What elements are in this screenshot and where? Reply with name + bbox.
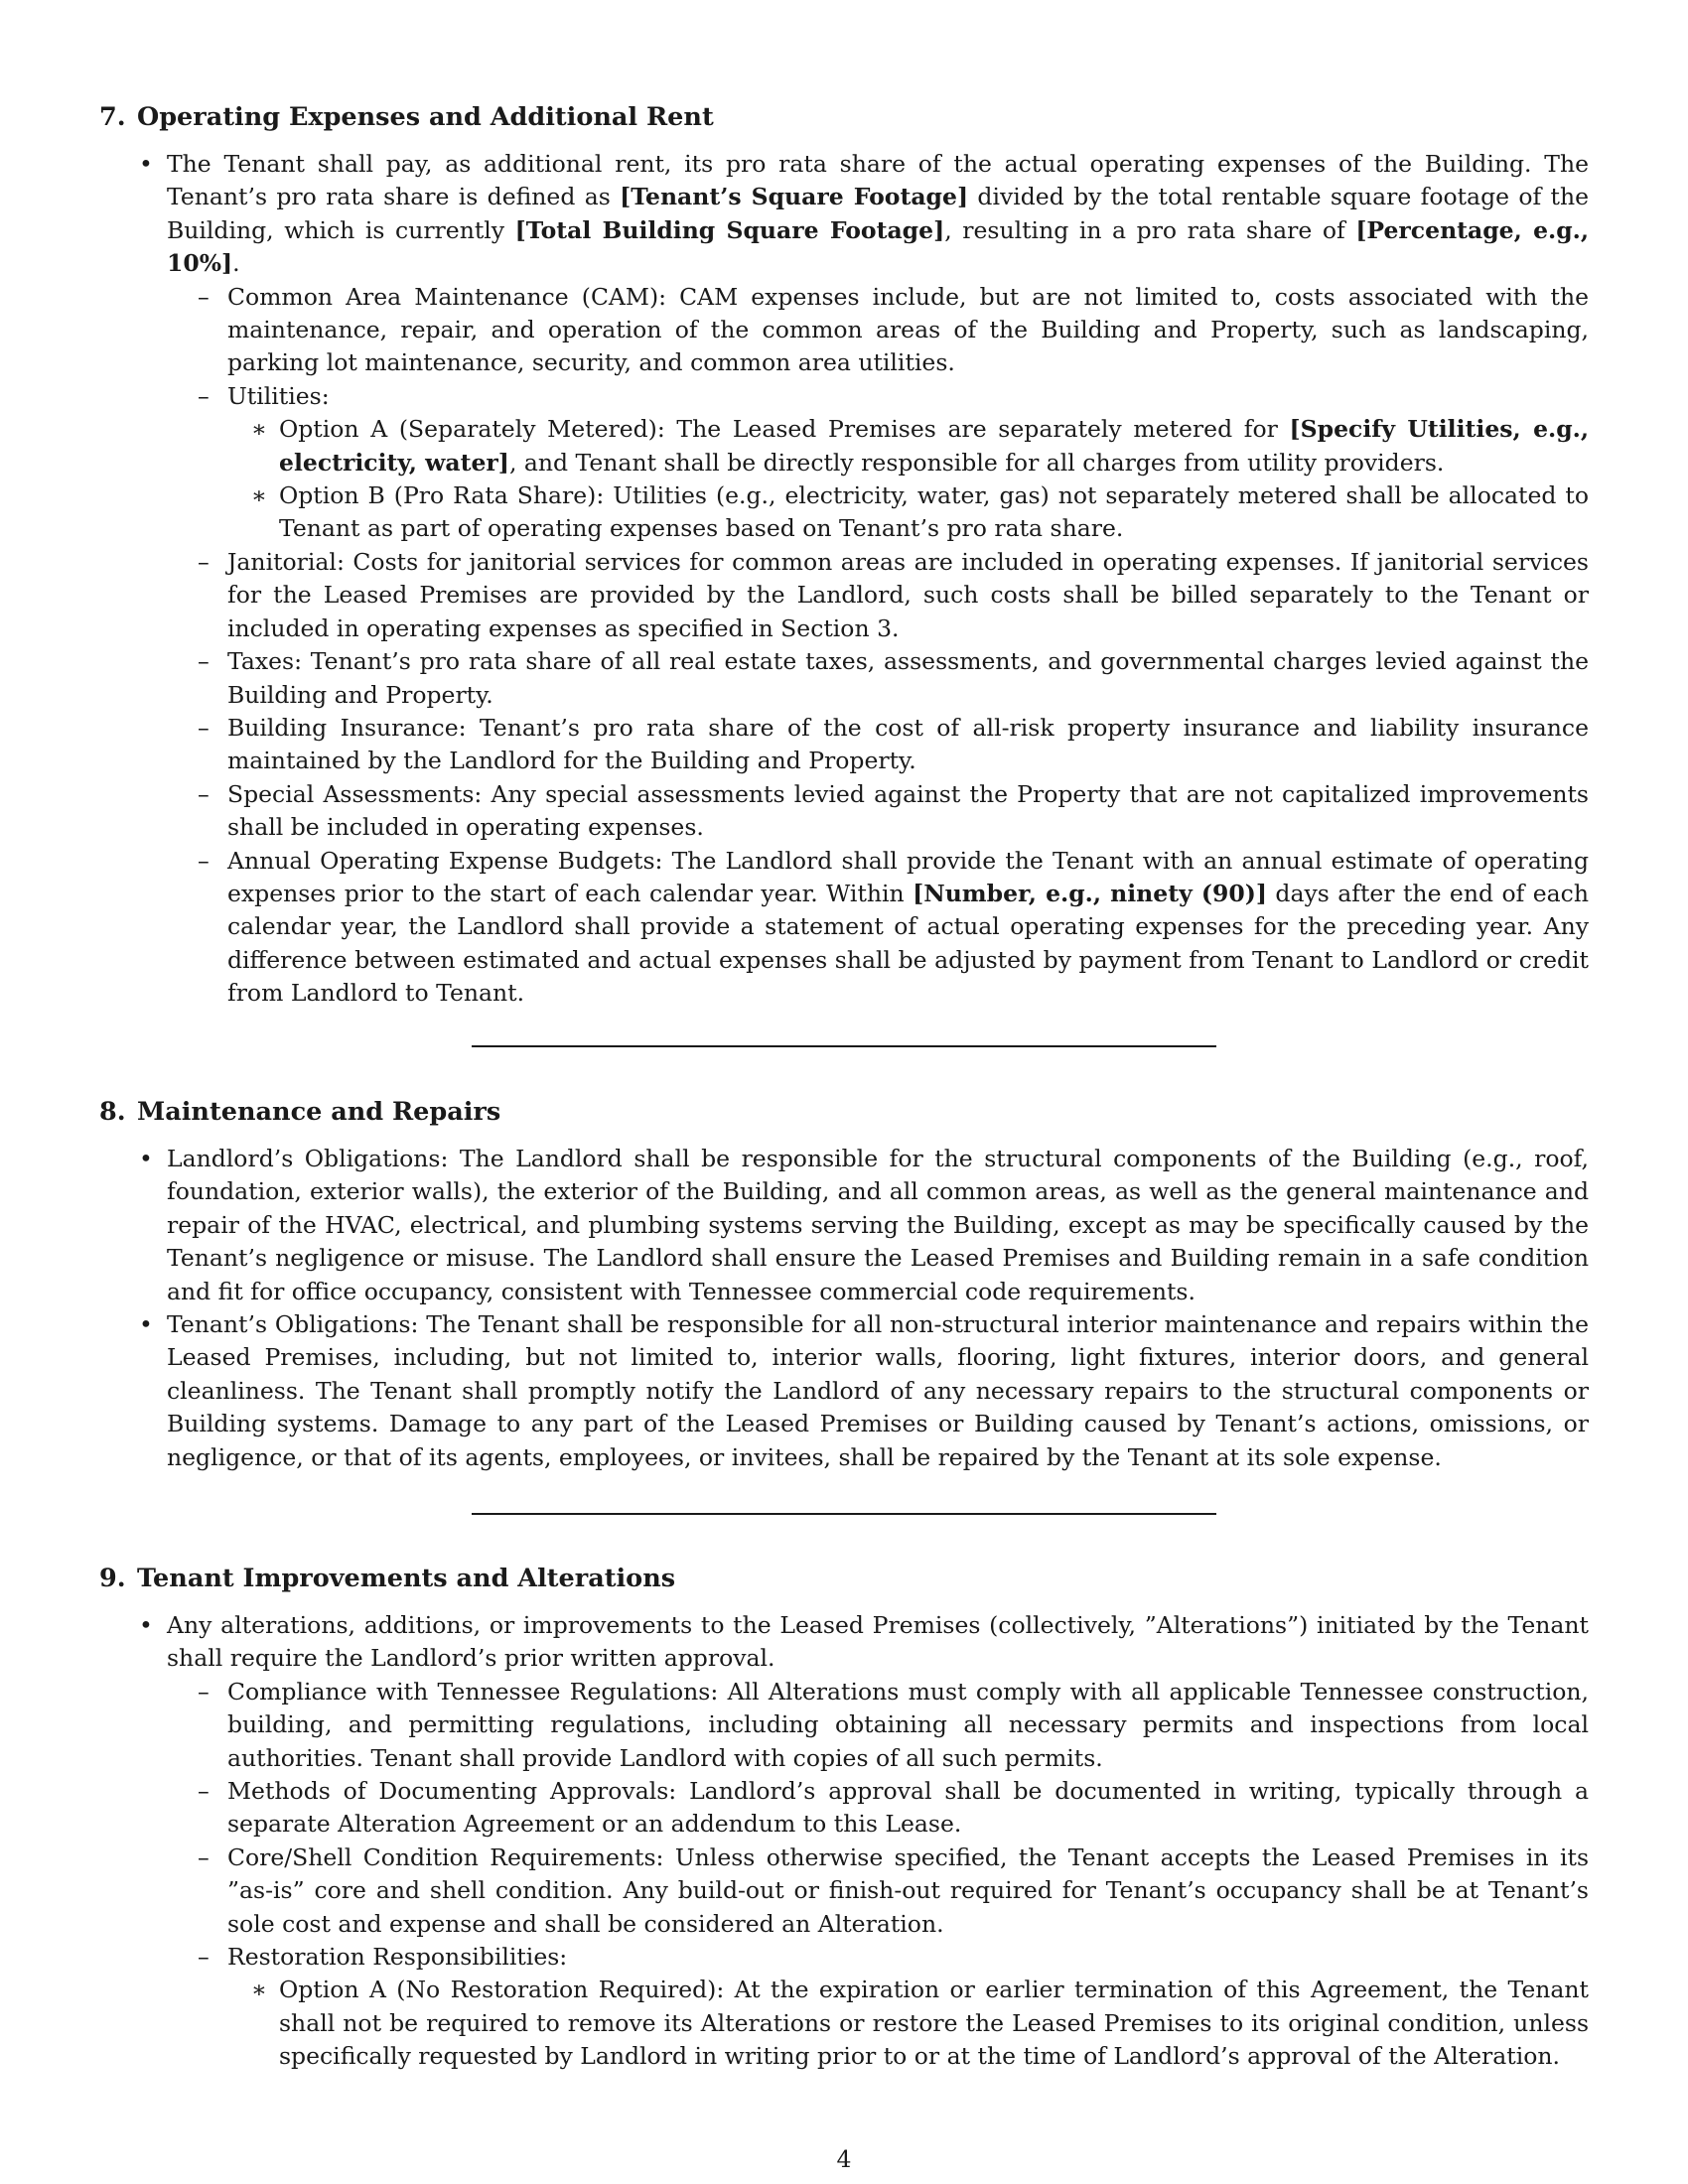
placeholder-field: [Number, e.g., ninety (90)] <box>913 879 1267 907</box>
placeholder-field: [Specify Utilities, e.g., electricity, water] <box>279 415 1589 477</box>
list-item-restoration: – Restoration Responsibilities: ∗ Option A (No Restoration Required): At the expiration or earlier termination of this Agreement, the Tenant shall not be required to remove its Alterations or restore the Leased Premises to its original condition, unless specifically requested by Landlord in writing prior to or at the time of Landlord’s approval of the Alteration. <box>227 1941 1589 2074</box>
section-7-heading <box>99 100 1589 134</box>
section-9-heading <box>99 1562 1589 1595</box>
list-item-janitorial: – Janitorial: Costs for janitorial services for common areas are included in operating expenses. If janitorial services for the Leased Premises are provided by the Landlord, such costs shall be billed separately to the Tenant or included in operating expenses as specified in Section 3. <box>227 546 1589 645</box>
page-number: 4 <box>836 2145 852 2173</box>
list-item-option-a: ∗ Option A (No Restoration Required): At the expiration or earlier termination of this Agreement, the Tenant shall not be required to remove its Alterations or restore the Leased Premises to its original condition, unless specifically requested by Landlord in writing prior to or at the time of Landlord’s approval of the Alteration. <box>279 1974 1589 2073</box>
section-divider <box>472 1513 1216 1515</box>
list-item: • Any alterations, additions, or improvements to the Leased Premises (collectively, ”Alterations”) initiated by the Tenant shall require the Landlord’s prior written approval. – Compliance with Tennessee Regulations: All Alterations must comply with all applicable Tennessee construction, building, and permitting regulations, including obtaining all necessary permits and inspections from local authorities. Tenant shall provide Landlord with copies of all such permits. – Methods of Documenting Approvals: Landlord’s approval shall be documented in writing, typically through a separate Alteration Agreement or an addendum to this Lease. – Core/Shell Condition Requirements: Unless otherwise specified, the Tenant accepts the Leased Premises in its ”as-is” core and shell condition. Any build-out or finish-out required for Tenant’s occupancy shall be at Tenant’s sole cost and expense and shall be considered an Alteration. – Restoration Responsibilities: ∗ Option A (No Restoration Required): At the expiration or earlier termination of this Agreement, the Tenant shall not be required to remove its Alterations or restore the Leased Premises to its original condition, unless specifically requested by Landlord in writing prior to or at the time of Landlord’s approval of the Alteration. <box>167 1609 1589 2074</box>
list-item-methods: – Methods of Documenting Approvals: Landlord’s approval shall be documented in writing, typically through a separate Alteration Agreement or an addendum to this Lease. <box>227 1775 1589 1842</box>
section-8-list <box>99 1143 1589 1474</box>
placeholder-field: [Tenant’s Square Footage] <box>620 183 969 211</box>
section-7 <box>99 100 1589 1011</box>
list-item-cam: – Common Area Maintenance (CAM): CAM expenses include, but are not limited to, costs associated with the maintenance, repair, and operation of the common areas of the Building and Property, such as landscaping, parking lot maintenance, security, and common area utilities. <box>227 281 1589 380</box>
section-title: Maintenance and Repairs <box>137 1097 501 1127</box>
section-number: 7. <box>99 102 126 132</box>
section-7-list <box>99 148 1589 1011</box>
section-number: 9. <box>99 1564 126 1593</box>
list-item-taxes: – Taxes: Tenant’s pro rata share of all real estate taxes, assessments, and governmental charges levied against the Building and Property. <box>227 645 1589 712</box>
list-item-compliance: – Compliance with Tennessee Regulations: All Alterations must comply with all applicable Tennessee construction, building, and permitting regulations, including obtaining all necessary permits and inspections from local authorities. Tenant shall provide Landlord with copies of all such permits. <box>227 1676 1589 1775</box>
section-title: Tenant Improvements and Alterations <box>137 1564 676 1593</box>
section-divider <box>472 1045 1216 1047</box>
list-item-option-a: ∗ Option A (Separately Metered): The Leased Premises are separately metered for [Specify Utilities, e.g., electricity, water], and Tenant shall be directly responsible for all charges from utility providers. <box>279 413 1589 479</box>
list-item: • The Tenant shall pay, as additional rent, its pro rata share of the actual operating expenses of the Building. The Tenant’s pro rata share is defined as [Tenant’s Square Footage] divided by the total rentable square footage of the Building, which is currently [Total Building Square Footage], resulting in a pro rata share of [Percentage, e.g., 10%]. – Common Area Maintenance (CAM): CAM expenses include, but are not limited to, costs associated with the maintenance, repair, and operation of the common areas of the Building and Property, such as landscaping, parking lot maintenance, security, and common area utilities. – Utilities: ∗ Option A (Separately Metered): The Leased Premises are separately metered for [Specify Utilities, e.g., electricity, water], and Tenant shall be directly responsible for all charges from utility providers. ∗ Option B (Pro Rata Share): Utilities (e.g., electricity, water, gas) not separately metered shall be allocated to Tenant as part of operating expenses based on Tenant’s pro rata share. – Janitorial: Costs for janitorial services for common areas are included in operating expenses. If janitorial services for the Leased Premises are provided by the Landlord, such costs shall be billed separately to the Tenant or included in operating expenses as specified in Section 3. – Taxes: Tenant’s pro rata share of all real estate taxes, assessments, and governmental charges levied against the Building and Property. – Building Insurance: Tenant’s pro rata share of the cost of all-risk property insurance and liability insurance maintained by the Landlord for the Building and Property. – Special Assessments: Any special assessments levied against the Property that are not capitalized improvements shall be included in operating expenses. – Annual Operating Expense Budgets: The Landlord shall provide the Tenant with an annual estimate of operating expenses prior to the start of each calendar year. Within [Number, e.g., ninety (90)] days after the end of each calendar year, the Landlord shall provide a statement of actual operating expenses for the preceding year. Any difference between estimated and actual expenses shall be adjusted by payment from Tenant to Landlord or credit from Landlord to Tenant. <box>167 148 1589 1011</box>
list-item-utilities: – Utilities: ∗ Option A (Separately Metered): The Leased Premises are separately metered for [Specify Utilities, e.g., electricity, water], and Tenant shall be directly responsible for all charges from utility providers. ∗ Option B (Pro Rata Share): Utilities (e.g., electricity, water, gas) not separately metered shall be allocated to Tenant as part of operating expenses based on Tenant’s pro rata share. <box>227 380 1589 546</box>
list-item-insurance: – Building Insurance: Tenant’s pro rata share of the cost of all-risk property insurance and liability insurance maintained by the Landlord for the Building and Property. <box>227 712 1589 778</box>
sub-sub-list <box>227 1974 1589 2073</box>
section-9-list <box>99 1609 1589 2074</box>
list-item-special: – Special Assessments: Any special assessments levied against the Property that are not capitalized improvements shall be included in operating expenses. <box>227 778 1589 845</box>
section-9 <box>99 1562 1589 2074</box>
sub-sub-list <box>227 413 1589 546</box>
section-title: Operating Expenses and Additional Rent <box>137 102 714 132</box>
section-8 <box>99 1095 1589 1474</box>
list-item-tenant: • Tenant’s Obligations: The Tenant shall be responsible for all non-structural interior maintenance and repairs within the Leased Premises, including, but not limited to, interior walls, flooring, light fixtures, interior doors, and general cleanliness. The Tenant shall promptly notify the Landlord of any necessary repairs to the structural components or Building systems. Damage to any part of the Leased Premises or Building caused by Tenant’s actions, omissions, or negligence, or that of its agents, employees, or invitees, shall be repaired by the Tenant at its sole expense. <box>167 1308 1589 1474</box>
sub-list <box>167 1676 1589 2074</box>
placeholder-field: [Total Building Square Footage] <box>514 215 945 244</box>
section-8-heading <box>99 1095 1589 1129</box>
placeholder-field: [Percentage, e.g., 10%] <box>167 215 1590 278</box>
list-item-landlord: • Landlord’s Obligations: The Landlord shall be responsible for the structural components of the Building (e.g., roof, foundation, exterior walls), the exterior of the Building, and all common areas, as well as the general maintenance and repair of the HVAC, electrical, and plumbing systems serving the Building, except as may be specifically caused by the Tenant’s negligence or misuse. The Landlord shall ensure the Leased Premises and Building remain in a safe condition and fit for office occupancy, consistent with Tennessee commercial code requirements. <box>167 1143 1589 1308</box>
list-item-budgets: – Annual Operating Expense Budgets: The Landlord shall provide the Tenant with an annual estimate of operating expenses prior to the start of each calendar year. Within [Number, e.g., ninety (90)] days after the end of each calendar year, the Landlord shall provide a statement of actual operating expenses for the preceding year. Any difference between estimated and actual expenses shall be adjusted by payment from Tenant to Landlord or credit from Landlord to Tenant. <box>227 845 1589 1011</box>
list-item-core: – Core/Shell Condition Requirements: Unless otherwise specified, the Tenant accepts the Leased Premises in its ”as-is” core and shell condition. Any build-out or finish-out required for Tenant’s occupancy shall be at Tenant’s sole cost and expense and shall be considered an Alteration. <box>227 1842 1589 1941</box>
section-number: 8. <box>99 1097 126 1127</box>
sub-list <box>167 281 1589 1011</box>
list-item-option-b: ∗ Option B (Pro Rata Share): Utilities (e.g., electricity, water, gas) not separately metered shall be allocated to Tenant as part of operating expenses based on Tenant’s pro rata share. <box>279 479 1589 546</box>
